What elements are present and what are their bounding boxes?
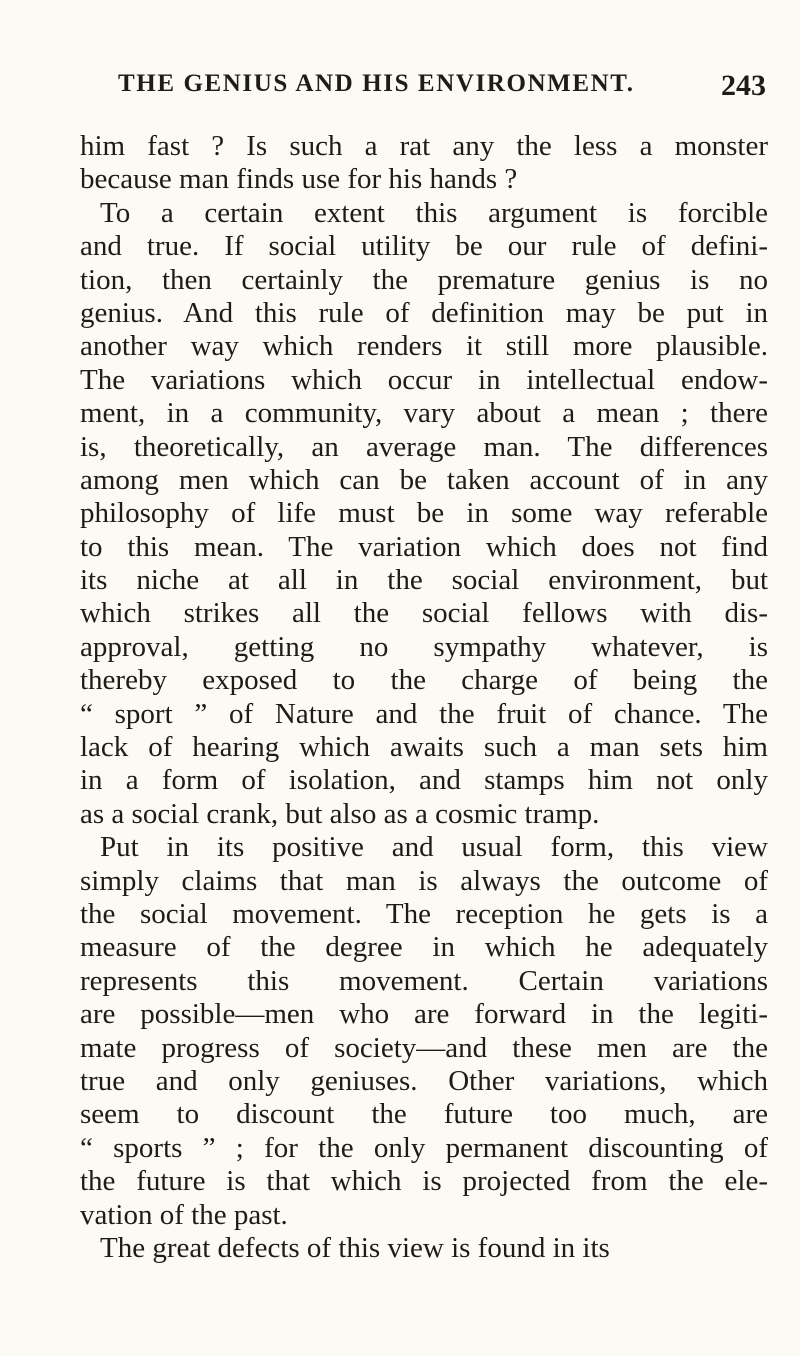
text-line: simply claims that man is always the outcome of bbox=[80, 864, 768, 897]
paragraph-start-line: To a certain extent this argument is forcible bbox=[100, 196, 768, 229]
text-line: measure of the degree in which he adequately bbox=[80, 931, 768, 964]
text-line: are possible—men who are forward in the legiti- bbox=[80, 998, 768, 1031]
text-line: mate progress of society—and these men are the bbox=[80, 1031, 768, 1064]
text-line: lack of hearing which awaits such a man sets him bbox=[80, 731, 768, 764]
text-line: in a form of isolation, and stamps him not only bbox=[80, 764, 768, 797]
text-line: to this mean. The variation which does not find bbox=[80, 530, 768, 563]
paragraph-start-line: The great defects of this view is found in its bbox=[100, 1231, 610, 1264]
body-text bbox=[80, 130, 768, 1265]
text-line: which strikes all the social fellows with dis- bbox=[80, 597, 768, 630]
text-line: thereby exposed to the charge of being the bbox=[80, 664, 768, 697]
text-line: him fast ? Is such a rat any the less a monster bbox=[80, 130, 768, 162]
text-line: “ sport ” of Nature and the fruit of chance. The bbox=[80, 697, 768, 730]
text-line: is, theoretically, an average man. The differences bbox=[80, 430, 768, 463]
text-line: because man finds use for his hands ? bbox=[80, 163, 518, 196]
text-line: The variations which occur in intellectual endow- bbox=[80, 363, 768, 396]
text-line: seem to discount the future too much, are bbox=[80, 1098, 768, 1131]
text-line: as a social crank, but also as a cosmic tramp. bbox=[80, 797, 600, 830]
text-line: its niche at all in the social environment, but bbox=[80, 564, 768, 597]
page-number: 243 bbox=[721, 69, 766, 102]
text-line: vation of the past. bbox=[80, 1198, 288, 1231]
text-line: among men which can be taken account of in any bbox=[80, 463, 768, 496]
text-line: represents this movement. Certain variations bbox=[80, 964, 768, 997]
running-header bbox=[118, 70, 766, 106]
text-line: ment, in a community, vary about a mean ; there bbox=[80, 397, 768, 430]
text-line: true and only geniuses. Other variations, which bbox=[80, 1064, 768, 1097]
text-line: the future is that which is projected from the ele- bbox=[80, 1165, 768, 1198]
text-line: philosophy of life must be in some way referable bbox=[80, 497, 768, 530]
text-line: genius. And this rule of definition may be put in bbox=[80, 296, 768, 329]
text-line: another way which renders it still more plausible. bbox=[80, 330, 768, 363]
text-line: approval, getting no sympathy whatever, is bbox=[80, 630, 768, 663]
text-line: tion, then certainly the premature genius is no bbox=[80, 263, 768, 296]
text-line: the social movement. The reception he gets is a bbox=[80, 897, 768, 930]
text-line: “ sports ” ; for the only permanent discounting of bbox=[80, 1131, 768, 1164]
paragraph-start-line: Put in its positive and usual form, this view bbox=[100, 831, 768, 864]
chapter-title: THE GENIUS AND HIS ENVIRONMENT. bbox=[118, 70, 635, 97]
text-line: and true. If social utility be our rule of defini- bbox=[80, 230, 768, 263]
